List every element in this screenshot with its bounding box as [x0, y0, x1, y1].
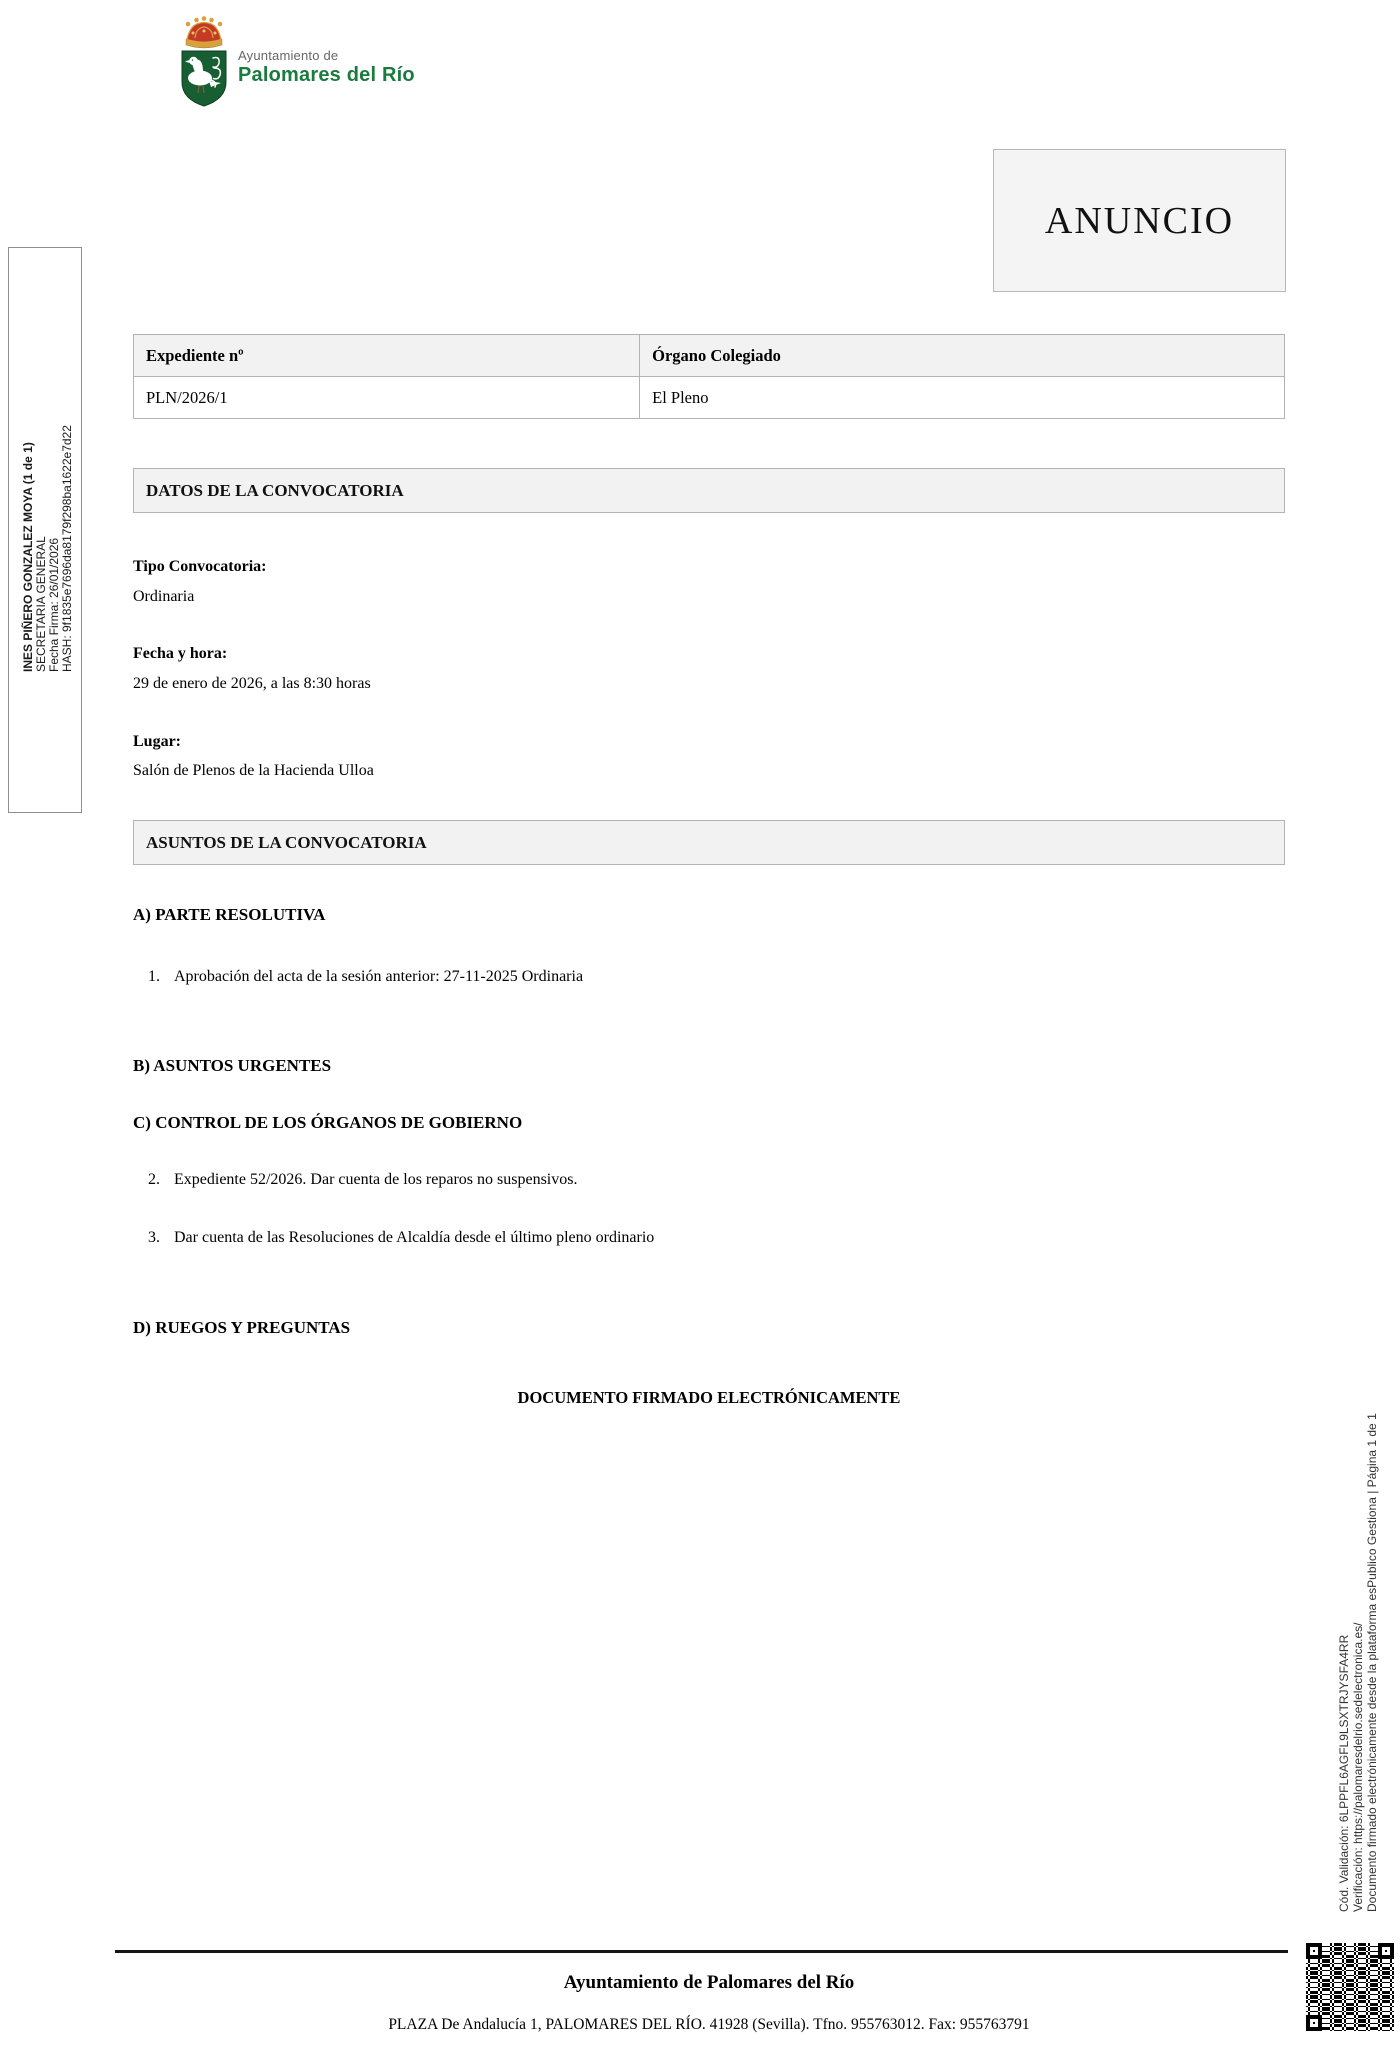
agenda-item-1-text: Aprobación del acta de la sesión anterior: 27-11-2025 Ordinaria	[174, 968, 584, 985]
qr-finder-top-left	[1306, 1943, 1322, 1959]
lugar-value: Salón de Plenos de la Hacienda Ulloa	[133, 762, 374, 779]
fecha-label: Fecha y hora:	[133, 645, 228, 662]
platform-page-note: Documento firmado electrónicamente desde la plataforma esPublico Gestiona | Página 1 de 1	[1365, 1413, 1379, 1912]
qr-finder-bottom-left	[1306, 2015, 1322, 2031]
agenda-part-b-heading: B) ASUNTOS URGENTES	[133, 1056, 332, 1075]
fecha-value: 29 de enero de 2026, a las 8:30 horas	[133, 675, 371, 692]
lugar-label: Lugar:	[133, 733, 181, 750]
info-table-data-row	[134, 377, 1284, 418]
crown-icon	[186, 16, 223, 48]
section-title-asuntos: ASUNTOS DE LA CONVOCATORIA	[146, 832, 427, 852]
signature-date: Fecha Firma: 26/01/2026	[47, 537, 61, 672]
agenda-item-1-number: 1.	[148, 968, 160, 985]
agenda-item-3-number: 3.	[148, 1229, 160, 1246]
anuncio-title-box	[993, 149, 1286, 292]
section-title-datos: DATOS DE LA CONVOCATORIA	[146, 480, 404, 500]
footer-divider	[115, 1950, 1288, 1953]
footer-address: PLAZA De Andalucía 1, PALOMARES DEL RÍO. 41928 (Sevilla). Tfno. 955763012. Fax: 955763791	[388, 2016, 1030, 2033]
validation-sidebar-text	[1337, 1267, 1379, 1912]
agenda-part-c-heading: C) CONTROL DE LOS ÓRGANOS DE GOBIERNO	[133, 1113, 523, 1132]
agenda-item-1	[148, 968, 583, 986]
verification-url: Verificación: https://palomaresdelrio.sedelectronica.es/	[1351, 1622, 1365, 1912]
signer-name: INES PIÑERO GONZALEZ MOYA (1 de 1)	[21, 442, 35, 672]
page-title: ANUNCIO	[1044, 199, 1235, 242]
info-table	[133, 334, 1285, 419]
validation-code: Cód. Validación: 6LPPFL6AGFL9LSXTRJYSFA4RR	[1337, 1634, 1351, 1912]
qr-finder-top-right	[1378, 1943, 1394, 1959]
agenda-item-2-number: 2.	[148, 1171, 160, 1188]
organo-value-cell: El Pleno	[652, 388, 709, 407]
signed-electronically-notice: DOCUMENTO FIRMADO ELECTRÓNICAMENTE	[517, 1388, 901, 1407]
expediente-header-cell: Expediente nº	[134, 335, 640, 376]
agenda-item-2	[148, 1171, 577, 1189]
logo-org-name: Palomares del Río	[238, 64, 415, 86]
info-table-header-row	[134, 335, 1284, 377]
agenda-item-3	[148, 1229, 654, 1247]
agenda-part-d-heading: D) RUEGOS Y PREGUNTAS	[133, 1318, 351, 1337]
expediente-value-cell: PLN/2026/1	[134, 377, 640, 418]
footer-org-name: Ayuntamiento de Palomares del Río	[563, 1972, 855, 1993]
signer-role: SECRETARIA GENERAL	[34, 536, 48, 672]
organo-header-cell: Órgano Colegiado	[652, 346, 781, 365]
agenda-item-3-text: Dar cuenta de las Resoluciones de Alcaldía desde el último pleno ordinario	[174, 1229, 655, 1246]
signature-sidebar-text	[22, 372, 74, 672]
coat-of-arms-icon	[178, 16, 230, 108]
shield-icon	[182, 51, 226, 106]
tipo-value: Ordinaria	[133, 588, 195, 605]
tipo-label: Tipo Convocatoria:	[133, 558, 267, 575]
qr-code	[1306, 1943, 1394, 2031]
agenda-part-a-heading: A) PARTE RESOLUTIVA	[133, 905, 326, 924]
signature-hash: HASH: 9f1835e7696da8179f298ba1622e7d22	[60, 425, 74, 672]
logo-org-prefix: Ayuntamiento de	[238, 48, 339, 63]
section-bar-asuntos	[133, 820, 1285, 865]
agenda-item-2-text: Expediente 52/2026. Dar cuenta de los reparos no suspensivos.	[174, 1171, 578, 1188]
section-bar-datos	[133, 468, 1285, 513]
municipal-logo	[178, 12, 415, 108]
